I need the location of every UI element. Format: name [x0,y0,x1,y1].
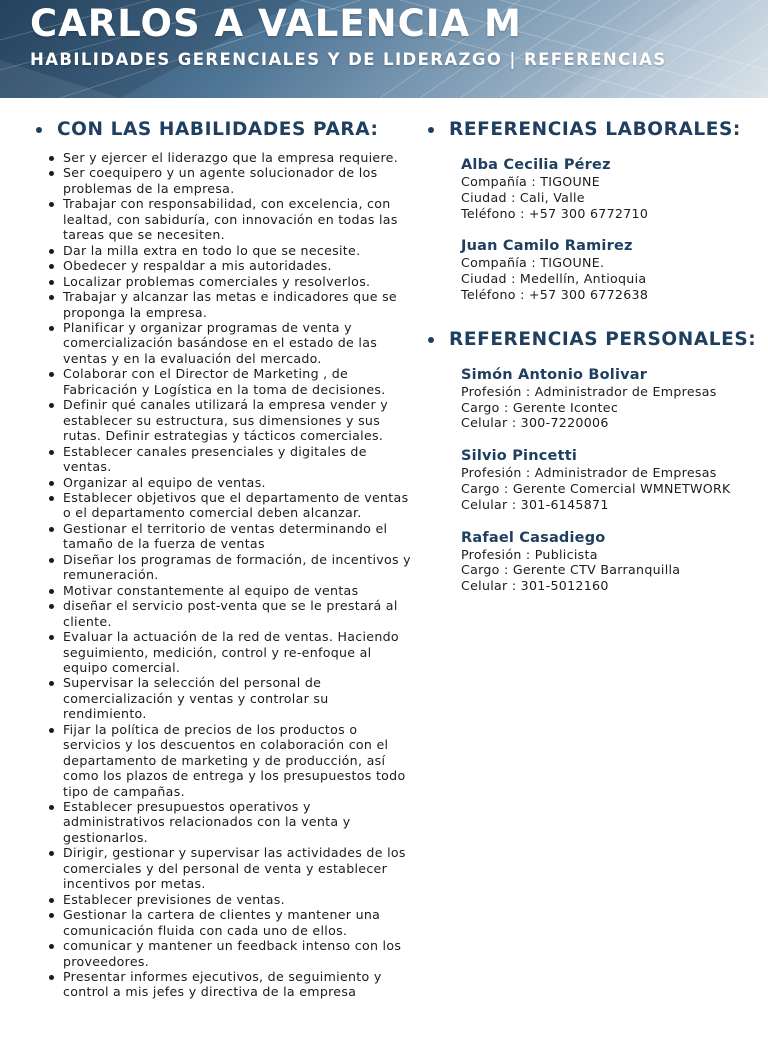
reference-role: Cargo : Gerente CTV Barranquilla [461,562,681,578]
personal-references-heading-text: REFERENCIAS PERSONALES: [449,328,757,350]
personal-reference [461,529,758,594]
skill-list-item: Evaluar la actuación de la red de ventas. Haciendo seguimiento, medición, control y re-enfoque al equipo comercial. [36,629,416,675]
skill-list-item: Diseñar los programas de formación, de incentivos y remuneración. [36,552,416,583]
reference-profession: Profesión : Administrador de Empresas [461,383,717,399]
skill-list-item: Gestionar el territorio de ventas determinando el tamaño de la fuerza de ventas [36,521,416,552]
references-column [428,118,758,594]
skill-list-item: Establecer presupuestos operativos y administrativos relacionados con la venta y gestionarlos. [36,799,416,845]
reference-profession: Profesión : Publicista [461,546,598,562]
skill-list-item: Gestionar la cartera de clientes y mantener una comunicación fluida con cada uno de ellos. [36,907,416,938]
bullet-icon [428,127,434,133]
skills-heading-text: CON LAS HABILIDADES PARA: [57,119,379,140]
skills-list [36,150,416,1000]
reference-phone: Celular : 301-5012160 [461,578,609,594]
skill-list-item: Localizar problemas comerciales y resolverlos. [36,274,416,289]
reference-city: Ciudad : Medellín, Antioquia [461,271,647,287]
reference-company: Compañía : TIGOUNE. [461,255,605,271]
skills-section [36,118,416,1000]
skill-list-item: Fijar la política de precios de los productos o servicios y los descuentos en colaboración con el departamento de marketing y de producción, así como los plazos de entrega y los presupuestos todo tipo de campañas. [36,722,416,799]
reference-name: Rafael Casadiego [461,529,606,546]
work-reference [461,237,758,302]
skill-list-item: Supervisar la selección del personal de comercialización y ventas y controlar su rendimiento. [36,675,416,721]
candidate-name: CARLOS A VALENCIA M [30,2,522,45]
skill-list-item: diseñar el servicio post-venta que se le prestará al cliente. [36,598,416,629]
page-header [0,0,768,98]
skill-list-item: Establecer previsiones de ventas. [36,892,416,907]
reference-name: Simón Antonio Bolivar [461,366,648,383]
reference-phone: Teléfono : +57 300 6772710 [461,205,649,221]
personal-reference [461,366,758,431]
reference-phone: Celular : 300-7220006 [461,415,609,431]
reference-phone: Teléfono : +57 300 6772638 [461,286,649,302]
skill-list-item: Ser y ejercer el liderazgo que la empresa requiere. [36,150,416,165]
bullet-icon [36,127,42,133]
personal-references-heading [428,328,758,352]
skill-list-item: Presentar informes ejecutivos, de seguimiento y control a mis jefes y directiva de la empresa [36,969,416,1000]
skill-list-item: Dar la milla extra en todo lo que se necesite. [36,243,416,258]
reference-name: Juan Camilo Ramirez [461,238,633,255]
bullet-icon [428,337,434,343]
skill-list-item: Trabajar y alcanzar las metas e indicadores que se proponga la empresa. [36,289,416,320]
page-subtitle: HABILIDADES GERENCIALES Y DE LIDERAZGO | REFERENCIAS [30,50,667,69]
skill-list-item: Definir qué canales utilizará la empresa vender y establecer su estructura, sus dimensiones y sus rutas. Definir estrategias y tácticos comerciales. [36,397,416,443]
work-references-heading-text: REFERENCIAS LABORALES: [449,119,741,140]
skill-list-item: Organizar al equipo de ventas. [36,475,416,490]
skill-list-item: Establecer canales presenciales y digitales de ventas. [36,444,416,475]
reference-phone: Celular : 301-6145871 [461,496,609,512]
reference-name: Silvio Pincetti [461,448,577,465]
skill-list-item: Establecer objetivos que el departamento de ventas o el departamento comercial deben alcanzar. [36,490,416,521]
reference-company: Compañía : TIGOUNE [461,174,600,189]
skill-list-item: Colaborar con el Director de Marketing , de Fabricación y Logística en la toma de decisiones. [36,366,416,397]
skills-heading [36,118,416,142]
skill-list-item: Motivar constantemente al equipo de ventas [36,583,416,598]
reference-city: Ciudad : Cali, Valle [461,189,585,205]
skill-list-item: Obedecer y respaldar a mis autoridades. [36,258,416,273]
skill-list-item: Planificar y organizar programas de venta y comercialización basándose en el estado de las ventas y en la evaluación del mercado. [36,320,416,366]
personal-reference [461,447,758,512]
skill-list-item: Dirigir, gestionar y supervisar las actividades de los comerciales y del personal de venta y establecer incentivos por metas. [36,845,416,891]
skill-list-item: Ser coequipero y un agente solucionador de los problemas de la empresa. [36,165,416,196]
reference-profession: Profesión : Administrador de Empresas [461,465,717,481]
skill-list-item: Trabajar con responsabilidad, con excelencia, con lealtad, con sabiduría, con innovación en todas las tareas que se necesiten. [36,196,416,242]
reference-role: Cargo : Gerente Icontec [461,399,619,415]
work-reference [461,156,758,221]
work-references-heading [428,118,758,142]
reference-role: Cargo : Gerente Comercial WMNETWORK [461,480,731,496]
reference-name: Alba Cecilia Pérez [461,157,611,173]
skill-list-item: comunicar y mantener un feedback intenso con los proveedores. [36,938,416,969]
